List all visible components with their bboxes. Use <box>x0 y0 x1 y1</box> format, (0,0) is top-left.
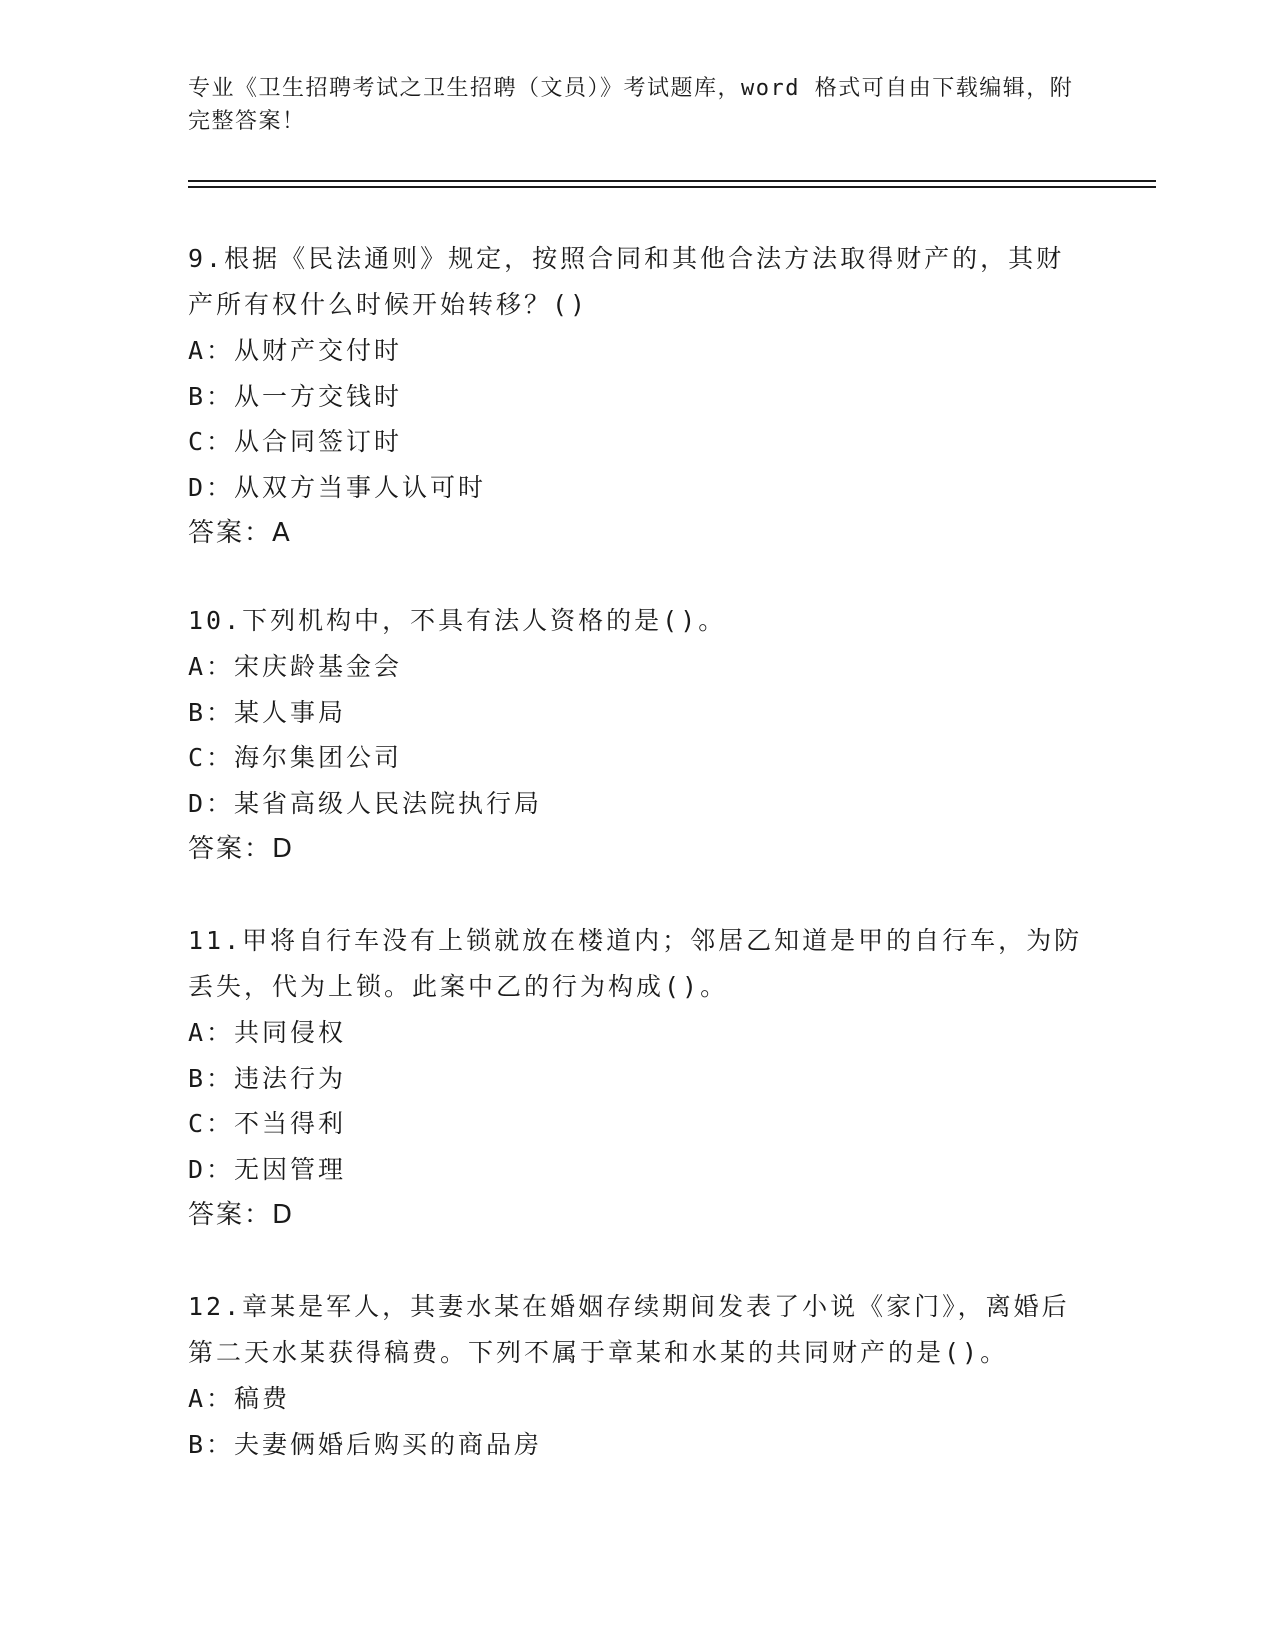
question-11 <box>188 918 1088 1238</box>
question-stem: 11.甲将自行车没有上锁就放在楼道内；邻居乙知道是甲的自行车，为防丢失，代为上锁。此案中乙的行为构成()。 <box>188 926 1083 1001</box>
question-9 <box>188 236 1088 556</box>
option-b: B：违法行为 <box>188 1063 347 1093</box>
question-stem: 9.根据《民法通则》规定，按照合同和其他合法方法取得财产的，其财产所有权什么时候开始转移？() <box>188 244 1065 319</box>
document-header: 专业《卫生招聘考试之卫生招聘（文员）》考试题库，word 格式可自由下载编辑，附完整答案！ <box>188 76 1074 134</box>
header-divider-top <box>188 180 1156 182</box>
option-d: D：无因管理 <box>188 1154 347 1184</box>
answer-line: 答案：D <box>188 1200 295 1230</box>
option-a: A：从财产交付时 <box>188 336 403 365</box>
question-12 <box>188 1284 1088 1467</box>
question-stem: 10.下列机构中，不具有法人资格的是()。 <box>188 606 727 635</box>
header-divider-bottom <box>188 186 1156 188</box>
answer-line: 答案：D <box>188 834 295 864</box>
option-b: B：夫妻俩婚后购买的商品房 <box>188 1429 543 1459</box>
option-b: B：某人事局 <box>188 697 347 727</box>
answer-line: 答案：A <box>188 518 292 548</box>
option-c: C：从合同签订时 <box>188 427 403 456</box>
option-d: D：从双方当事人认可时 <box>188 472 487 502</box>
option-a: A：稿费 <box>188 1384 291 1413</box>
question-10 <box>188 598 1088 872</box>
option-b: B：从一方交钱时 <box>188 381 403 411</box>
question-stem: 12.章某是军人，其妻水某在婚姻存续期间发表了小说《家门》，离婚后第二天水某获得稿费。下列不属于章某和水某的共同财产的是()。 <box>188 1292 1070 1367</box>
option-c: C：不当得利 <box>188 1109 347 1138</box>
option-a: A：宋庆龄基金会 <box>188 652 403 681</box>
option-d: D：某省高级人民法院执行局 <box>188 788 543 818</box>
option-c: C：海尔集团公司 <box>188 743 403 772</box>
option-a: A：共同侵权 <box>188 1018 347 1047</box>
